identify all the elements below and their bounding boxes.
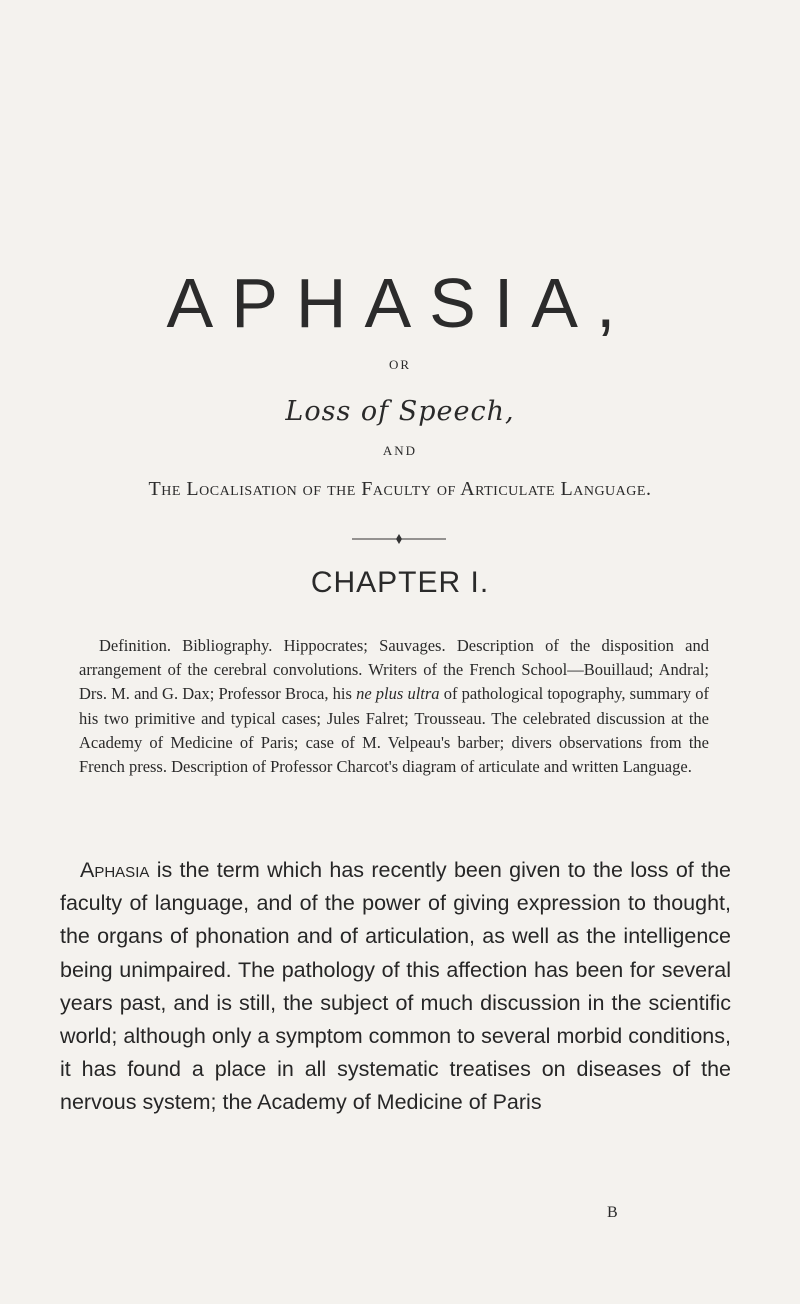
body-lead-word: Aphasia [80, 858, 150, 882]
signature-mark: B [607, 1204, 618, 1221]
body-text: is the term which has recently been given to the loss of the faculty of language, and of the power of giving expression to thought, the organs of phonation and of articulation, as well as the intelligence being unimpaired. The pathology of this affection has been for several years past, and is still, the subject of much discussion in the scientific world; although only a symptom common to several morbid conditions, it has found a place in all systematic treatises on diseases of the nervous system; the Academy of Medicine of Paris [60, 858, 731, 1115]
synopsis-italic: ne plus ultra [356, 684, 440, 704]
body-paragraph [60, 854, 731, 1120]
chapter-heading: CHAPTER I. [310, 566, 490, 599]
conjunction-or: OR [388, 357, 412, 372]
chapter-synopsis [79, 634, 709, 779]
alternate-title: Loss of Speech, [285, 396, 515, 427]
ornament-divider-icon [352, 533, 446, 545]
main-title: APHASIA, [166, 264, 634, 342]
conjunction-and: AND [382, 443, 418, 458]
synopsis-part-1: Definition. Bibliography. Hippocrates; Sauvages. Description of the disposition and arrangement of the cerebral convolutions. Writers of the French School—Bouillaud; Andral; Drs. M. and G. Dax; Professor Broca, his [79, 636, 709, 704]
subtitle: The Localisation of the Faculty of Articulate Language. [148, 478, 652, 500]
synopsis-part-2: of pathological topography, summary of his two primitive and typical cases; Jules Falret; Trousseau. The celebrated discussion at the Academy of Medicine of Paris; case of M. Velpeau's barber; divers observations from the French press. Description of Professor Charcot's diagram of articulate and written Language. [79, 684, 709, 777]
